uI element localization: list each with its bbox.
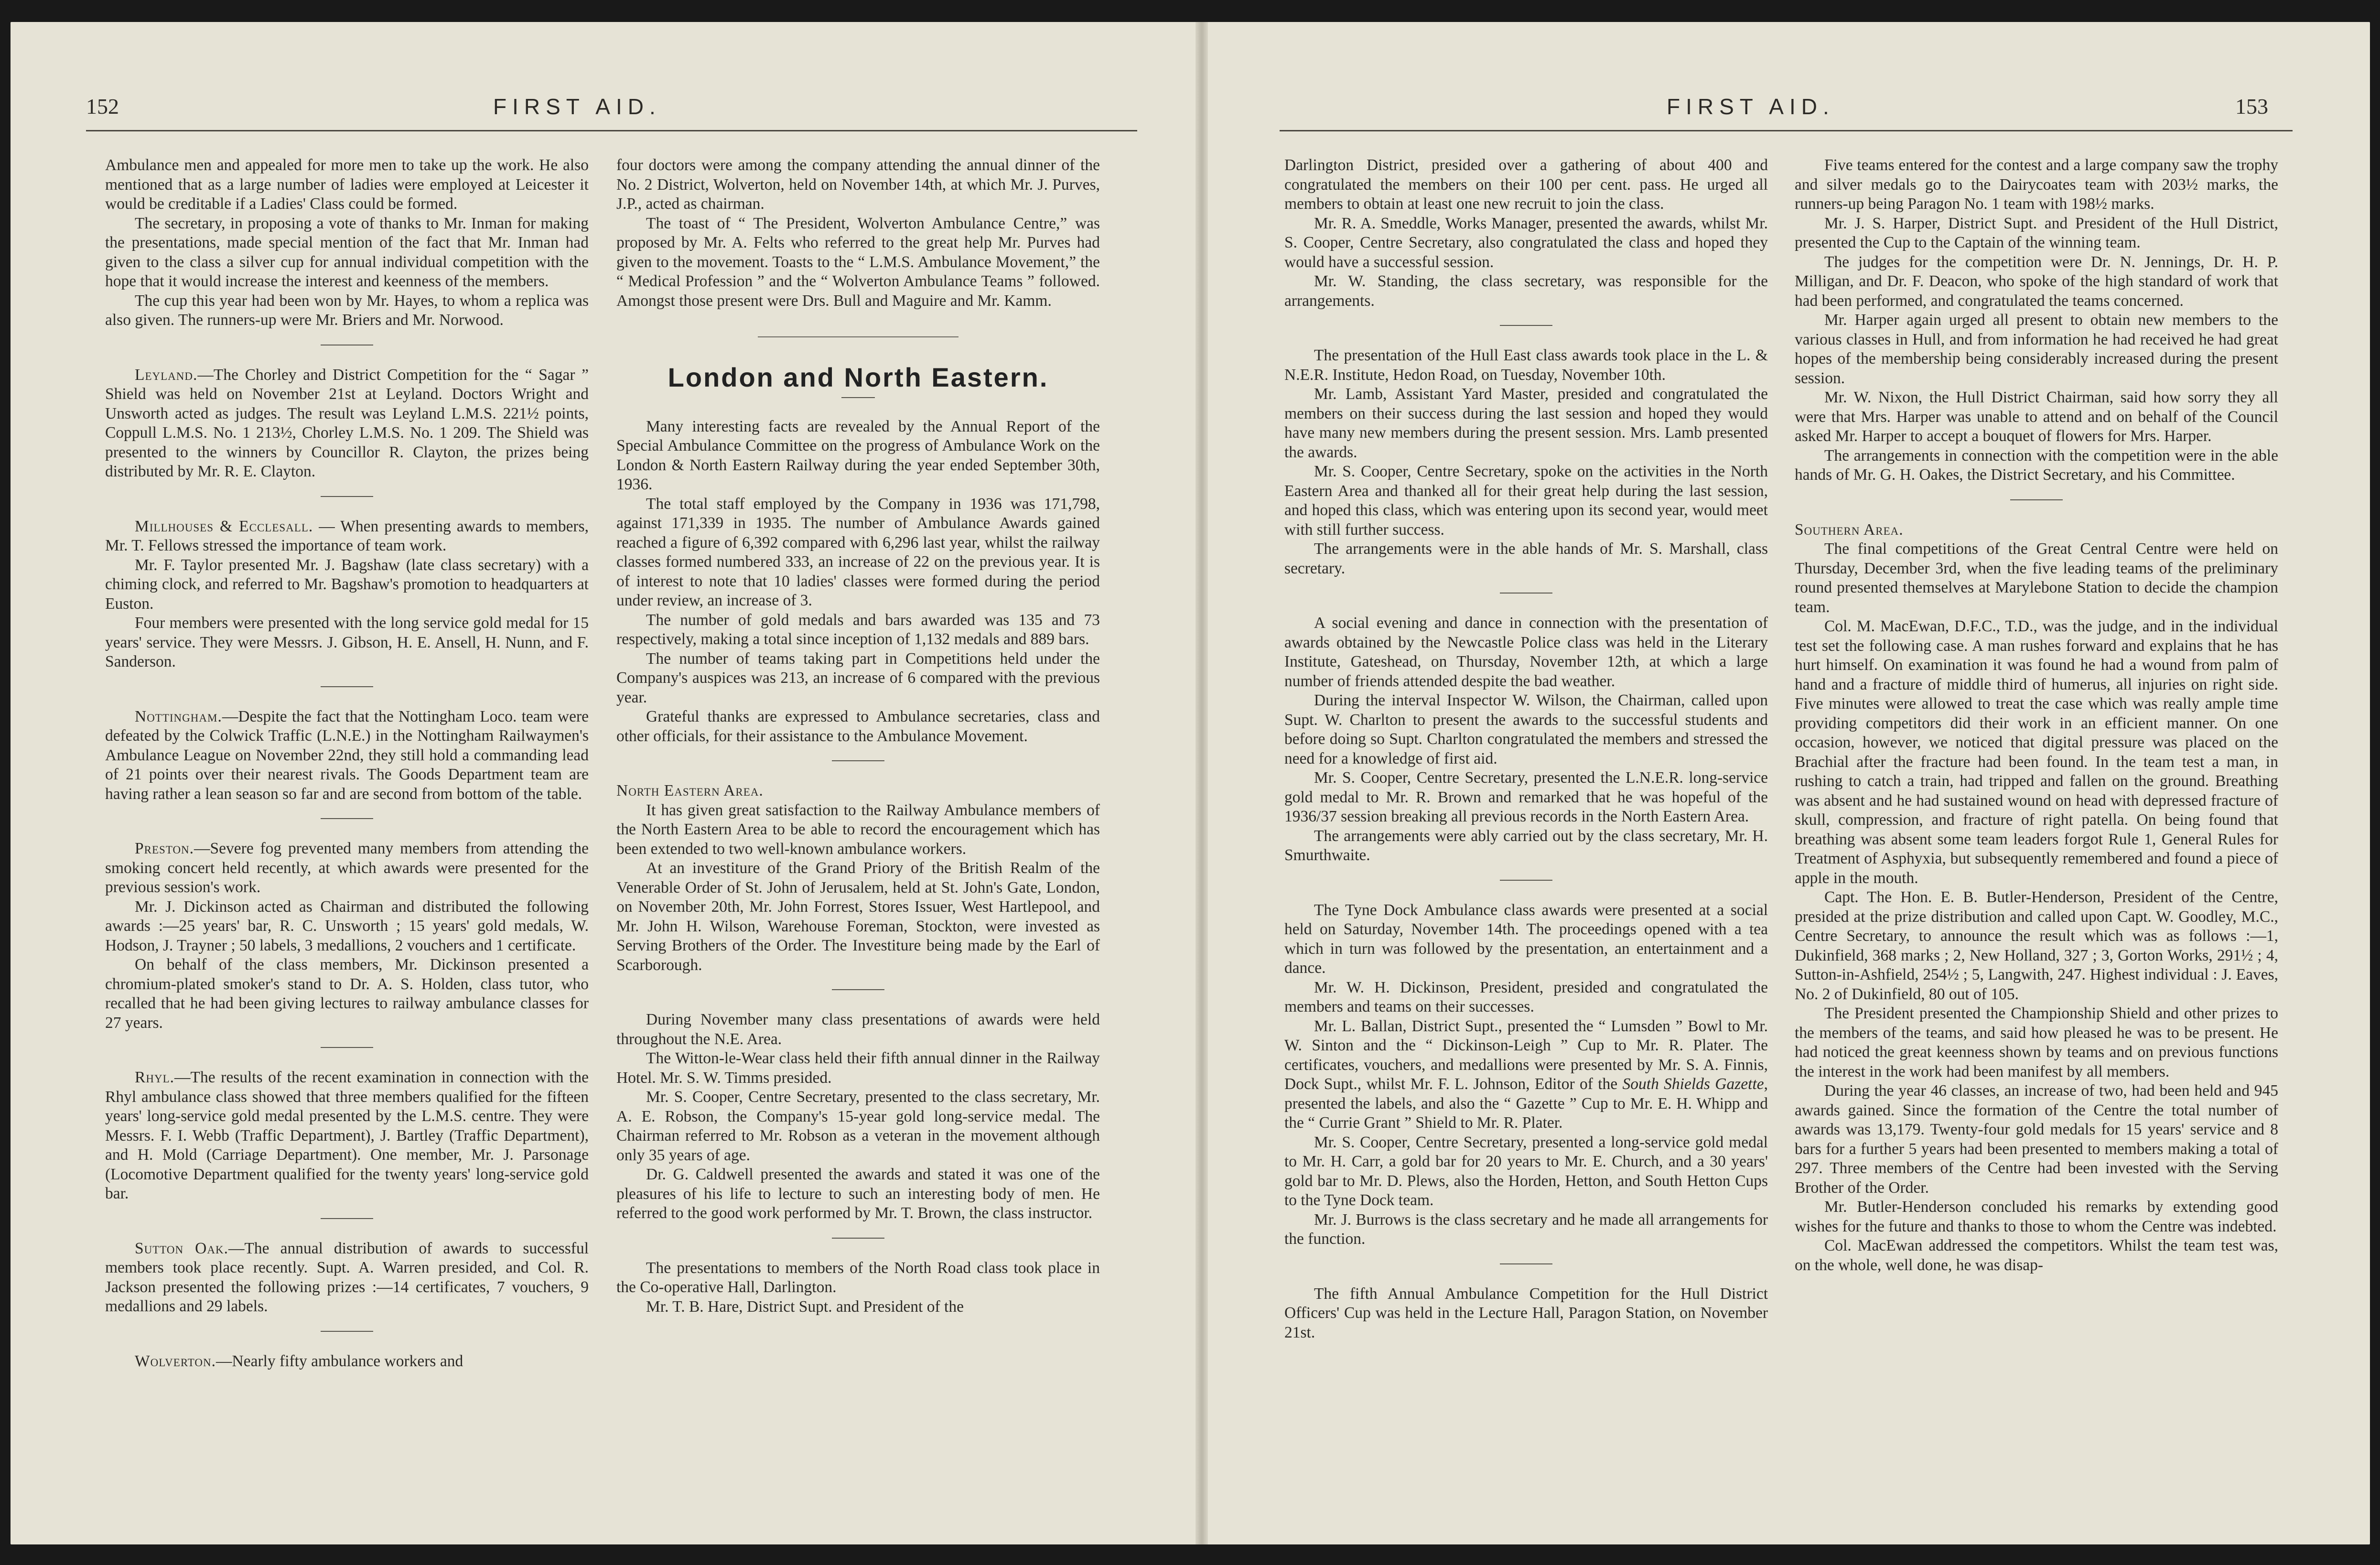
paragraph: Mr. T. B. Hare, District Supt. and President of the xyxy=(646,1297,964,1316)
page-number-right: 153 xyxy=(2235,94,2268,119)
area-subheading: Southern Area. xyxy=(1795,520,1904,539)
place-name-lead: Wolverton. xyxy=(135,1352,216,1370)
paragraph: At an investiture of the Grand Priory of the British Realm of the Venerable Order of St. John of Jerusalem, held at St. John's Gate, London, on November 20th, Mr. John Forrest, Stores Issuer, West Hartlepool, and Mr. John H. Wilson, Warehouse Foreman, Stockton, were invested as Serving Brothers of the Order. The Investiture being made by the Earl of Scarborough. xyxy=(616,859,1100,974)
paragraph: The Tyne Dock Ambulance class awards were presented at a social held on Saturday, November 14th. The proceedings opened with a tea which in turn was followed by the presentation, an entertainment and a dance. xyxy=(1284,901,1768,977)
paragraph: The final competitions of the Great Central Centre were held on Thursday, December 3rd, when the five leading teams of the preliminary round presented themselves at Marylebone Station to decide the champion team. xyxy=(1795,540,2278,616)
paragraph: Mr. W. H. Dickinson, President, presided and congratulated the members and teams on their successes. xyxy=(1284,978,1768,1015)
paragraph: Mr. S. Cooper, Centre Secretary, presented the L.N.E.R. long-service gold medal to Mr. R. Brown and remarked that he was hopeful of the 1936/37 session breaking all previous records in the North Eastern Area. xyxy=(1284,769,1768,825)
paragraph: During November many class presentations of awards were held throughout the N.E. Area. xyxy=(616,1011,1100,1048)
left-page-column-2 xyxy=(616,156,1100,1484)
paragraph: Grateful thanks are expressed to Ambulance secretaries, class and other officials, for their assistance to the Ambulance Movement. xyxy=(616,708,1100,745)
paragraph: Mr. J. Burrows is the class secretary and he made all arrangements for the function. xyxy=(1284,1210,1768,1248)
paragraph: The Witton-le-Wear class held their fifth annual dinner in the Railway Hotel. Mr. S. W. Timms presided. xyxy=(616,1049,1100,1087)
header-rule-right xyxy=(1280,130,2293,131)
section-divider xyxy=(832,760,884,761)
paragraph: Mr. S. Cooper, Centre Secretary, spoke on the activities in the North Eastern Area and thanked all for their great help during the last session, and hoped this class, which was entering upon its second year, would meet with still further success. xyxy=(1284,463,1768,539)
section-divider xyxy=(321,1218,373,1219)
newspaper-title: South Shields Gazette xyxy=(1622,1075,1764,1093)
paragraph: Mr. R. A. Smeddle, Works Manager, presented the awards, whilst Mr. S. Cooper, Centre Secretary, also congratulated the class and hoped they would have a successful session. xyxy=(1284,214,1768,271)
header-rule-left xyxy=(86,130,1137,131)
paragraph: Mr. L. Ballan, District Supt., presented the “ Lumsden ” Bowl to Mr. W. Sinton and the “ Dickinson-Leigh ” Cup to Mr. R. Plater. The certificates, vouchers, and medallions were presented by Mr. S. A. Finnis, Dock Supt., whilst Mr. F. L. Johnson, Editor of the South Shields Gazette, presented the labels, and also the “ Gazette ” Cup to Mr. E. H. Whipp and the “ Currie Grant ” Shield to Mr. R. Plater. xyxy=(1284,1017,1768,1132)
paragraph-text: —Despite the fact that the Nottingham Loco. team were defeated by the Colwick Traffic (L.N.E.) in the Nottingham Railwaymen's Ambulance League on November 22nd, they still hold a commanding lead of 21 points over their nearest rivals. The Goods Department team are having rather a lean season so far and are second from bottom of the table. xyxy=(105,707,589,803)
paragraph-text: —The Chorley and District Competition for the “ Sagar ” Shield was held on November 21st at Leyland. Doctors Wright and Unsworth acted as judges. The result was Leyland L.M.S. 221½ points, Coppull L.M.S. No. 1 213½, Chorley L.M.S. No. 1 209. The Shield was presented to the winners by Councillor R. Clayton, the prizes being distributed by Mr. R. E. Clayton. xyxy=(105,366,589,480)
paragraph: A social evening and dance in connection with the presentation of awards obtained by the Newcastle Police class was held in the Literary Institute, Gateshead, on Thursday, November 12th, at which a large number of friends attended despite the bad weather. xyxy=(1284,614,1768,690)
section-divider xyxy=(832,989,884,990)
right-page xyxy=(1208,22,2370,1544)
paragraph: Many interesting facts are revealed by the Annual Report of the Special Ambulance Committee on the progress of Ambulance Work on the London & North Eastern Railway during the year ended September 30th, 1936. xyxy=(616,417,1100,493)
section-divider xyxy=(321,1331,373,1332)
paragraph: Four members were presented with the long service gold medal for 15 years' service. They were Messrs. J. Gibson, H. E. Ansell, H. Nunn, and F. Sanderson. xyxy=(105,614,589,670)
section-divider xyxy=(841,397,875,398)
place-name-lead: Rhyl. xyxy=(135,1069,174,1086)
section-divider xyxy=(321,818,373,819)
paragraph xyxy=(105,366,589,482)
paragraph xyxy=(105,707,589,804)
article-title: London and North Eastern. xyxy=(668,362,1049,392)
place-name-lead: Preston. xyxy=(135,840,194,857)
paragraph: The number of teams taking part in Competitions held under the Company's auspices was 213, an increase of 6 compared with the previous year. xyxy=(616,649,1100,706)
paragraph: The presentations to members of the North Road class took place in the Co-operative Hall, Darlington. xyxy=(616,1259,1100,1296)
paragraph-text: —Nearly fifty ambulance workers and xyxy=(216,1352,463,1370)
paragraph xyxy=(105,1068,589,1204)
paragraph: Mr. S. Cooper, Centre Secretary, presented a long-service gold medal to Mr. H. Carr, a gold bar for 20 years to Mr. E. Church, and a 30 years' gold bar to Mr. D. Plews, also the Horden, Hetton, and South Hetton Cups to the Tyne Dock team. xyxy=(1284,1133,1768,1209)
section-divider xyxy=(1500,593,1552,594)
paragraph-text: — When presenting awards to members, Mr. T. Fellows stressed the importance of team work. xyxy=(105,517,589,554)
paragraph: It has given great satisfaction to the Railway Ambulance members of the North Eastern Area to be able to record the encouragement which has been extended to two well-known ambulance workers. xyxy=(616,801,1100,858)
place-name-lead: Millhouses & Ecclesall. xyxy=(135,517,313,535)
paragraph: Mr. W. Nixon, the Hull District Chairman, said how sorry they all were that Mrs. Harper was unable to attend and on behalf of the Council asked Mr. Harper to accept a bouquet of flowers for Mrs. Harper. xyxy=(1795,389,2278,445)
paragraph: During the interval Inspector W. Wilson, the Chairman, called upon Supt. W. Charlton to present the awards to the successful students and before doing so Supt. Charlton congratulated the members and stressed the need for a knowledge of first aid. xyxy=(1284,691,1768,767)
paragraph xyxy=(105,1352,589,1371)
paragraph: The arrangements in connection with the competition were in the able hands of Mr. G. H. Oakes, the District Secretary, and his Committee. xyxy=(1795,446,2278,484)
paragraph: Mr. J. S. Harper, District Supt. and President of the Hull District, presented the Cup to the Captain of the winning team. xyxy=(1795,214,2278,251)
paragraph: The presentation of the Hull East class awards took place in the L. & N.E.R. Institute, Hedon Road, on Tuesday, November 10th. xyxy=(1284,346,1768,384)
section-divider xyxy=(321,1047,373,1048)
section-divider xyxy=(1500,1263,1552,1264)
paragraph xyxy=(105,839,589,897)
paragraph: The arrangements were ably carried out by the class secretary, Mr. H. Smurthwaite. xyxy=(1284,827,1768,864)
book-gutter xyxy=(1195,22,1208,1544)
paragraph: The judges for the competition were Dr. N. Jennings, Dr. H. P. Milligan, and Dr. F. Deacon, who spoke of the high standard of work that had been performed, and congratulated the teams concerned. xyxy=(1795,253,2278,310)
section-divider xyxy=(758,336,958,337)
paragraph: Ambulance men and appealed for more men to take up the work. He also mentioned that as a large number of ladies were employed at Leicester it would be creditable if a Ladies' Class could be formed. xyxy=(105,156,589,213)
section-divider xyxy=(321,496,373,497)
paragraph: four doctors were among the company attending the annual dinner of the No. 2 District, Wolverton, held on November 14th, at which Mr. J. Purves, J.P., acted as chairman. xyxy=(616,156,1100,213)
place-name-lead: Leyland. xyxy=(135,366,198,384)
running-header-right: FIRST AID. xyxy=(1667,94,1835,119)
right-page-column-2 xyxy=(1795,156,2278,1484)
left-page xyxy=(11,22,1195,1544)
paragraph: The fifth Annual Ambulance Competition for the Hull District Officers' Cup was held in the Lecture Hall, Paragon Station, on November 21st. xyxy=(1284,1284,1768,1341)
left-page-column-1 xyxy=(105,156,589,1484)
section-divider xyxy=(1500,880,1552,881)
paragraph: The total staff employed by the Company in 1936 was 171,798, against 171,339 in 1935. The number of Ambulance Awards gained reached a figure of 6,392 compared with 6,296 last year, whilst the railway classes formed numbered 333, an increase of 22 on the previous year. It is of interest to note that 10 ladies' classes were formed during the period under review, an increase of 3. xyxy=(616,495,1100,609)
paragraph: Col. MacEwan addressed the competitors. Whilst the team test was, on the whole, well done, he was disap- xyxy=(1795,1237,2278,1274)
paragraph: The toast of “ The President, Wolverton Ambulance Centre,” was proposed by Mr. A. Felts who referred to the great help Mr. Purves had given to the movement. Toasts to the “ L.M.S. Ambulance Movement,” the “ Medical Profession ” and the “ Wolverton Ambulance Teams ” followed. Amongst those present were Drs. Bull and Maguire and Mr. Kamm. xyxy=(616,214,1100,310)
paragraph: The arrangements were in the able hands of Mr. S. Marshall, class secretary. xyxy=(1284,540,1768,577)
place-name-lead: Nottingham. xyxy=(135,707,222,725)
paragraph: The President presented the Championship Shield and other prizes to the members of the teams, and said how pleased he was to be present. He had noticed the great keenness shown by teams and on previous functions the interest in the work had been manifest by all members. xyxy=(1795,1004,2278,1080)
paragraph: During the year 46 classes, an increase of two, had been held and 945 awards gained. Since the formation of the Centre the total number of awards was 13,179. Twenty-four gold medals for 15 years' service and 8 bars for a further 5 years had been presented to members making a total of 297. Three members of the Centre had been invested with the Serving Brother of the Order. xyxy=(1795,1082,2278,1197)
section-divider xyxy=(321,686,373,687)
paragraph: On behalf of the class members, Mr. Dickinson presented a chromium-plated smoker's stand to Dr. A. S. Holden, class tutor, who recalled that he had been giving lectures to railway ambulance classes for 27 years. xyxy=(105,956,589,1032)
page-number-left: 152 xyxy=(86,94,119,119)
paragraph-text: —The results of the recent examination in connection with the Rhyl ambulance class showed that three members qualified for the fifteen years' long-service gold medal presented by the L.M.S. centre. They were Messrs. F. I. Webb (Traffic Department), J. Bartley (Traffic Department), and H. Mold (Carriage Department). One member, Mr. J. Parsonage (Locomotive Department qualified for the twenty years' long-service gold bar. xyxy=(105,1069,589,1202)
paragraph: Five teams entered for the contest and a large company saw the trophy and silver medals go to the Dairycoates team with 203½ marks, the runners-up being Paragon No. 1 team with 198½ marks. xyxy=(1795,156,2278,213)
paragraph: Dr. G. Caldwell presented the awards and stated it was one of the pleasures of his life to lecture to such an interesting body of men. He referred to the good work performed by Mr. T. Brown, the class instructor. xyxy=(616,1166,1100,1222)
paragraph xyxy=(105,517,589,556)
paragraph: Capt. The Hon. E. B. Butler-Henderson, President of the Centre, presided at the prize distribution and called upon Capt. W. Goodley, M.C., Centre Secretary, to announce the result which was as follows :—1, Dukinfield, 368 marks ; 2, New Holland, 327 ; 3, Gorton Works, 291½ ; 4, Sutton-in-Ashfield, 254½ ; 5, Langwith, 247. Highest individual : J. Eaves, No. 2 of Dukinfield, 80 out of 105. xyxy=(1795,888,2278,1003)
place-name-lead: Sutton Oak. xyxy=(135,1239,228,1257)
running-header-left: FIRST AID. xyxy=(493,94,661,119)
paragraph xyxy=(105,1239,589,1317)
paragraph: Mr. W. Standing, the class secretary, was responsible for the arrangements. xyxy=(1284,272,1768,310)
section-divider xyxy=(832,1238,884,1239)
paragraph: The cup this year had been won by Mr. Hayes, to whom a replica was also given. The runners-up were Mr. Briers and Mr. Norwood. xyxy=(105,291,589,329)
paragraph-text: —The annual distribution of awards to successful members took place recently. Supt. A. Warren presided, and Col. R. Jackson presented the following prizes :—14 certificates, 7 vouchers, 9 medallions and 29 labels. xyxy=(105,1239,589,1315)
area-subheading: North Eastern Area. xyxy=(616,782,764,799)
section-divider xyxy=(1500,325,1552,326)
paragraph: Mr. Harper again urged all present to obtain new members to the various classes in Hull, and from information he had received he had great hopes of the membership being considerably increased during the present session. xyxy=(1795,311,2278,387)
right-page-column-1 xyxy=(1284,156,1768,1484)
section-divider xyxy=(2010,499,2063,500)
paragraph: Col. M. MacEwan, D.F.C., T.D., was the judge, and in the individual test set the following case. A man rushes forward and explains that he has hurt himself. On examination it was found he had a wound from palm of hand and a fracture of middle third of humerus, all injuries on right side. Five minutes were allowed to treat the case which was really ample time providing competitors did their work in an efficient manner. On one occasion, however, we noticed that digital pressure was placed on the Brachial after the fracture had been found. In the team test a man, in rushing to catch a train, had tripped and fallen on the ground. Breathing was absent and he had sustained wound on head with depressed fracture of skull, compression, and fracture of right patella. On being found that breathing was absent some team leaders forgot Rule 1, General Rules for Treatment of Asphyxia, but subsequently remembered and found a piece of apple in the mouth. xyxy=(1795,617,2278,887)
paragraph: Mr. S. Cooper, Centre Secretary, presented to the class secretary, Mr. A. E. Robson, the Company's 15-year gold long-service medal. The Chairman referred to Mr. Robson as a veteran in the movement although only 35 years of age. xyxy=(616,1088,1100,1164)
paragraph: Mr. Lamb, Assistant Yard Master, presided and congratulated the members on their success during the last session and hoped they would have many new members during the present session. Mrs. Lamb presented the awards. xyxy=(1284,385,1768,461)
paragraph: Mr. Butler-Henderson concluded his remarks by extending good wishes for the future and thanks to those to whom the Centre was indebted. xyxy=(1795,1198,2278,1235)
paragraph: The number of gold medals and bars awarded was 135 and 73 respectively, making a total since inception of 1,132 medals and 889 bars. xyxy=(616,611,1100,648)
paragraph: Mr. J. Dickinson acted as Chairman and distributed the following awards :—25 years' bar, R. C. Unsworth ; 15 years' gold medals, W. Hodson, J. Trayner ; 50 labels, 3 medallions, 2 vouchers and 1 certificate. xyxy=(105,897,589,954)
paragraph-text: —Severe fog prevented many members from attending the smoking concert held recently, at which awards were presented for the previous session's work. xyxy=(105,840,589,896)
paragraph: Darlington District, presided over a gathering of about 400 and congratulated the members on their 100 per cent. pass. He urged all members to obtain at least one new recruit to join the class. xyxy=(1284,156,1768,213)
paragraph: Mr. F. Taylor presented Mr. J. Bagshaw (late class secretary) with a chiming clock, and referred to Mr. Bagshaw's promotion to headquarters at Euston. xyxy=(105,556,589,613)
paragraph: The secretary, in proposing a vote of thanks to Mr. Inman for making the presentations, made special mention of the fact that Mr. Inman had given to the class a silver cup for annual individual competition with the hope that it would increase the interest and keenness of the members. xyxy=(105,214,589,290)
